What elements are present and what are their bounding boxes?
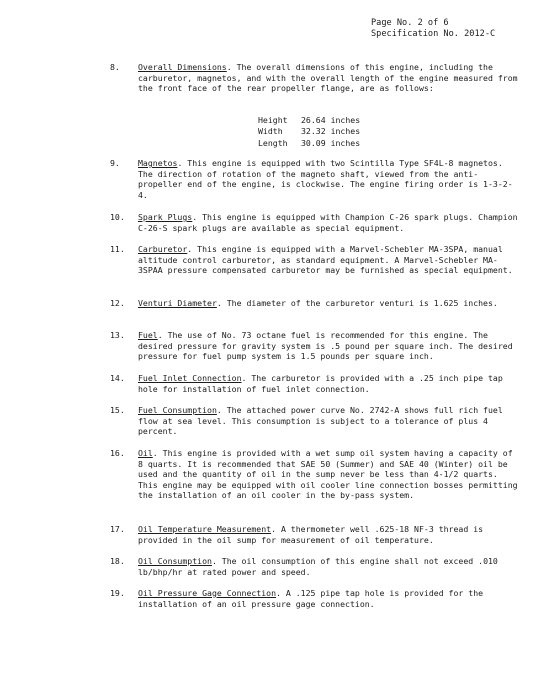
section-venturi-diameter [110, 298, 522, 309]
section-number: 18. [110, 556, 125, 566]
section-text: . This engine is equipped with a Marvel-Schebler MA-3SPA, manual altitude control carburetor, as standard equipment. A Marvel-Schebler MA-3SPAA pressure compensated carburetor may be furnished as special equipment. [138, 244, 513, 276]
section-number: 17. [110, 524, 125, 534]
dimensions-table [258, 115, 360, 149]
section-title: Venturi Diameter [138, 298, 217, 308]
section-title: Spark Plugs [138, 212, 193, 222]
section-text: . The use of No. 73 octane fuel is recommended for this engine. The desired pressure for gravity system is .5 pound per square inch. The desired pressure for fuel pump system is 1.5 pounds per square inch. [138, 330, 513, 362]
section-oil-consumption [110, 556, 522, 577]
dimension-row [258, 115, 360, 126]
dimension-label: Width [258, 126, 283, 137]
section-overall-dimensions [110, 62, 522, 94]
section-number: 10. [110, 212, 125, 222]
dimension-label: Height [258, 115, 288, 125]
section-fuel [110, 330, 522, 362]
dimension-value: 26.64 inches [301, 115, 361, 125]
section-text: . A thermometer well .625-18 NF-3 thread is provided in the oil sump for measurement of oil temperature. [138, 524, 484, 545]
section-oil-pressure-gage-connection [110, 588, 522, 609]
section-text: . This engine is provided with a wet sump oil system having a capacity of 8 quarts. It is recommended that SAE 50 (Summer) and SAE 40 (Winter) oil be used and the quantity of oil in the sump never be less than 4-1/2 quarts. This engine may be equipped with oil cooler line connection bosses permitting the installation of an oil cooler in the by-pass system. [138, 448, 518, 501]
section-number: 8. [110, 62, 120, 72]
section-text: . The diameter of the carburetor venturi is 1.625 inches. [216, 298, 498, 308]
section-fuel-consumption [110, 405, 522, 437]
section-title: Overall Dimensions [138, 62, 227, 72]
section-title: Oil [138, 448, 153, 458]
section-magnetos [110, 158, 522, 200]
dimension-value: 32.32 inches [301, 126, 361, 137]
section-carburetor [110, 244, 522, 276]
section-spark-plugs [110, 212, 522, 233]
section-oil [110, 448, 522, 501]
dimension-row [258, 126, 360, 137]
section-text: . This engine is equipped with two Scintilla Type SF4L-8 magnetos. The direction of rotation of the magneto shaft, viewed from the anti-propeller end of the engine, is clockwise. The engine firing order is 1-3-2-4. [138, 158, 513, 200]
section-text: . The overall dimensions of this engine, including the carburetor, magnetos, and with the overall length of the engine measured from the front face of the rear propeller flange, are as follows: [138, 62, 518, 94]
section-title: Fuel Consumption [138, 405, 217, 415]
section-number: 14. [110, 373, 125, 383]
section-title: Oil Temperature Measurement [138, 524, 272, 534]
dimension-label: Length [258, 137, 288, 148]
section-number: 16. [110, 448, 125, 458]
section-title: Fuel Inlet Connection [138, 373, 242, 383]
section-title: Magnetos [138, 158, 178, 168]
section-title: Oil Pressure Gage Connection [138, 588, 277, 598]
section-title: Fuel [138, 330, 158, 340]
section-number: 11. [110, 244, 125, 254]
section-text: . The attached power curve No. 2742-A shows full rich fuel flow at sea level. This consumption is subject to a tolerance of plus 4 percent. [138, 405, 503, 437]
section-text: . A .125 pipe tap hole is provided for the installation of an oil pressure gage connection. [138, 588, 484, 609]
section-number: 19. [110, 588, 125, 598]
specification-number: Specification No. 2012-C [371, 29, 496, 39]
section-title: Oil Consumption [138, 556, 212, 566]
section-text: . The carburetor is provided with a .25 inch pipe tap hole for installation of fuel inlet connection. [138, 373, 503, 394]
section-title: Carburetor [138, 244, 188, 254]
page-header [371, 18, 495, 40]
section-oil-temperature-measurement [110, 524, 522, 545]
dimension-row [258, 138, 360, 149]
section-number: 9. [110, 158, 120, 168]
section-number: 13. [110, 330, 125, 340]
section-number: 12. [110, 298, 125, 308]
section-number: 15. [110, 405, 125, 415]
section-fuel-inlet-connection [110, 373, 522, 394]
section-text: . The oil consumption of this engine shall not exceed .010 lb/bhp/hr at rated power and speed. [138, 556, 498, 577]
section-text: . This engine is equipped with Champion C-26 spark plugs. Champion C-26-S spark plugs are available as special equipment. [138, 212, 518, 233]
dimension-value: 30.09 inches [301, 137, 361, 148]
page-number: Page No. 2 of 6 [371, 18, 449, 28]
